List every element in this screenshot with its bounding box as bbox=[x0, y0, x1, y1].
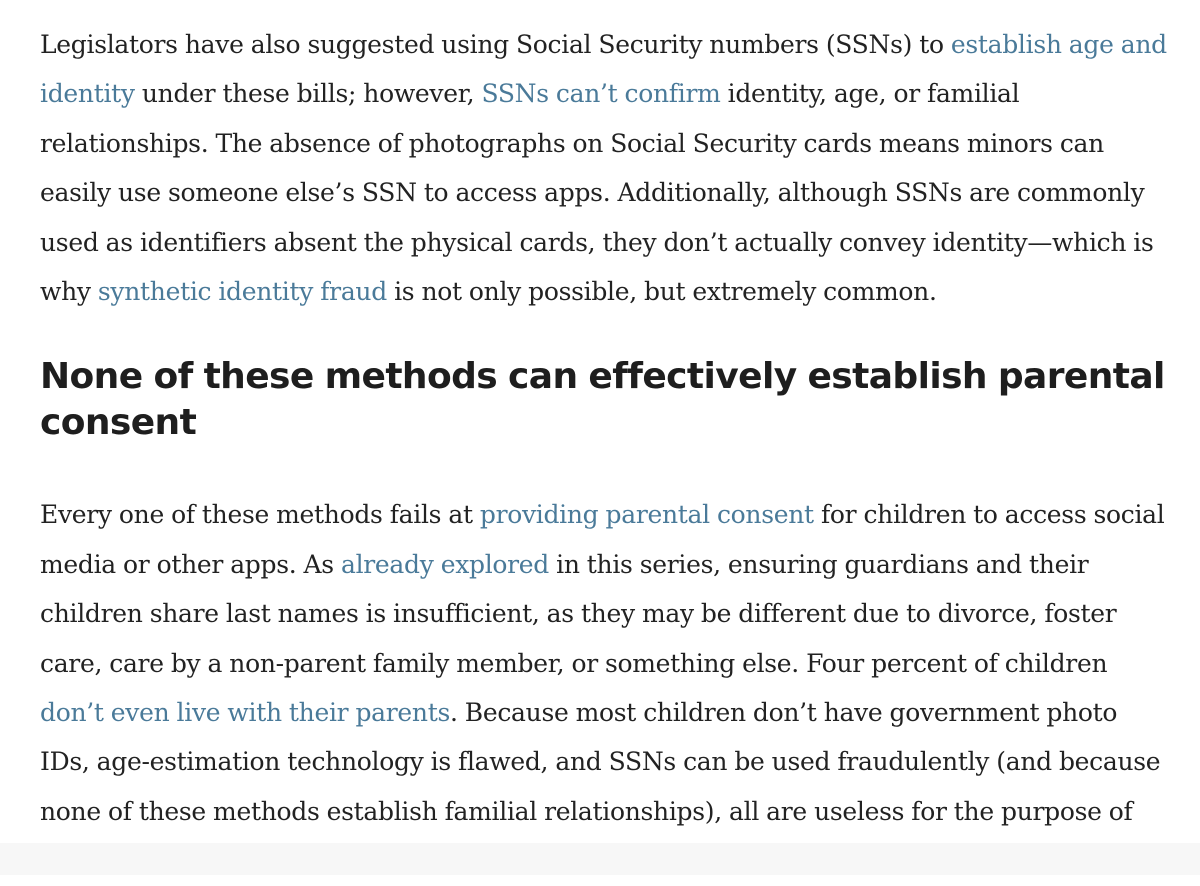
link-establish-age-and-identity[interactable]: establish age and identity bbox=[40, 30, 1167, 109]
paragraph-text: for children to access social media or other apps. As bbox=[40, 500, 1165, 579]
paragraph-text: . Because most children don’t have government photo IDs, age-estimation technology is flawed, and SSNs can be used fraudulently (and because none of these methods establish familial relationships), all are useless for the purpose of bbox=[40, 698, 1161, 826]
link-ssns-cant-confirm[interactable]: SSNs can’t confirm bbox=[481, 79, 721, 109]
paragraph-text: Every one of these methods fails at bbox=[40, 500, 480, 530]
link-already-explored[interactable]: already explored bbox=[340, 549, 549, 579]
link-dont-even-live-with-their-parents[interactable]: don’t even live with their parents bbox=[40, 698, 450, 728]
paragraph-text: in this series, ensuring guardians and their children share last names is insufficient, as they may be different due to divorce, foster care, care by a non-parent family member, or something else. Four percent of children bbox=[40, 549, 1117, 678]
paragraph-text: identity, age, or familial relationships. The absence of photographs on Social Security cards means minors can easily use someone else’s SSN to access apps. Additionally, although SSNs are commonly used as identifiers absent the physical cards, they don’t actually convey identity—which is why bbox=[40, 79, 1154, 307]
paragraph-parental-consent bbox=[40, 490, 1170, 885]
paragraph-text: under these bills; however, bbox=[134, 79, 482, 109]
paragraph-text: Legislators have also suggested using Social Security numbers (SSNs) to bbox=[40, 30, 951, 59]
link-providing-parental-consent[interactable]: providing parental consent bbox=[479, 500, 814, 530]
page-footer-strip bbox=[0, 843, 1200, 875]
paragraph-ssn bbox=[40, 20, 1170, 316]
section-heading: None of these methods can effectively establish parental consent bbox=[40, 356, 1165, 444]
link-synthetic-identity-fraud[interactable]: synthetic identity fraud bbox=[97, 277, 387, 307]
article-body bbox=[40, 20, 1170, 886]
paragraph-text: is not only possible, but extremely common. bbox=[386, 277, 937, 307]
